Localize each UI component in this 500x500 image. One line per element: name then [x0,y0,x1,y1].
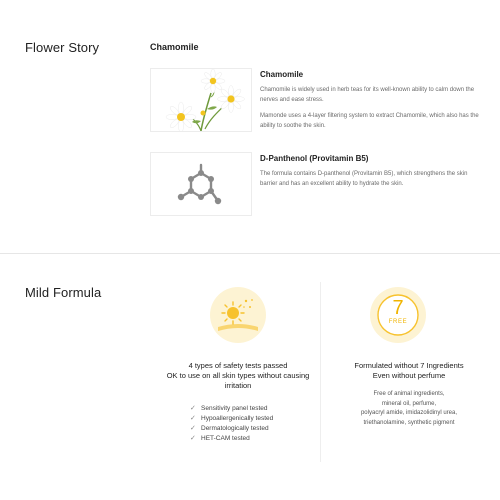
check-icon: ✓ [190,425,196,432]
check-item [190,424,273,434]
free-heading-line-1: Formulated without 7 Ingredients [354,361,464,370]
chamomile-image [150,68,252,132]
check-item [190,414,273,424]
chamomile-paragraph-1: Chamomile is widely used in herb teas for its well-known ability to calm down the nerves and ease stress. [260,87,475,103]
mild-formula-title: Mild Formula [25,285,102,300]
free-detail-line: triethanolamine, synthetic pigment [363,419,455,426]
check-icon: ✓ [190,415,196,422]
panthenol-image [150,152,252,216]
flower-story-title: Flower Story [25,40,100,55]
sun-rays-icon [210,287,266,343]
chamomile-paragraph-2: Mamonde uses a 4-layer filtering system to extract Chamomile, which also has the ability to soothe the skin. [260,113,479,129]
check-item-label: Hypoallergenically tested [201,415,274,422]
free-detail-line: polyacryl amide, imidazolidinyl urea, [360,410,458,416]
safety-checklist [190,404,273,444]
seven-free-badge [370,287,426,343]
check-item [190,404,273,414]
free-detail-line: mineral oil, perfume, [381,400,437,407]
safety-heading-line-3: irritation [224,381,252,390]
safety-heading-line-2: OK to use on all skin types without causing [166,371,310,380]
check-icon: ✓ [190,435,196,442]
chamomile-title: Chamomile [260,70,304,79]
seven-free-column [320,361,498,428]
section-divider [0,253,500,254]
check-item-label: Dermatologically tested [201,425,269,432]
flower-story-subheading: Chamomile [150,42,199,52]
check-item-label: HET-CAM tested [201,435,250,442]
panthenol-title: D-Panthenol (Provitamin B5) [260,154,369,163]
check-item [190,434,273,444]
free-heading-line-2: Even without perfume [372,371,446,380]
safety-heading-line-1: 4 types of safety tests passed [188,361,288,370]
check-icon: ✓ [190,405,196,412]
badge-label: FREE [388,319,408,325]
panthenol-card [150,152,485,214]
safety-tests-column [150,361,326,391]
check-item-label: Sensitivity panel tested [201,405,268,412]
chamomile-flowers-icon [151,69,251,131]
badge-number: 7 [392,297,404,319]
panthenol-paragraph: The formula contains D-panthenol (Provitamin B5), which strengthens the skin barrier and has an excellent ability to hydrate the skin. [260,171,468,187]
free-detail-line: Free of animal ingredients, [373,391,445,397]
molecule-icon [151,153,251,215]
chamomile-card [150,68,485,138]
